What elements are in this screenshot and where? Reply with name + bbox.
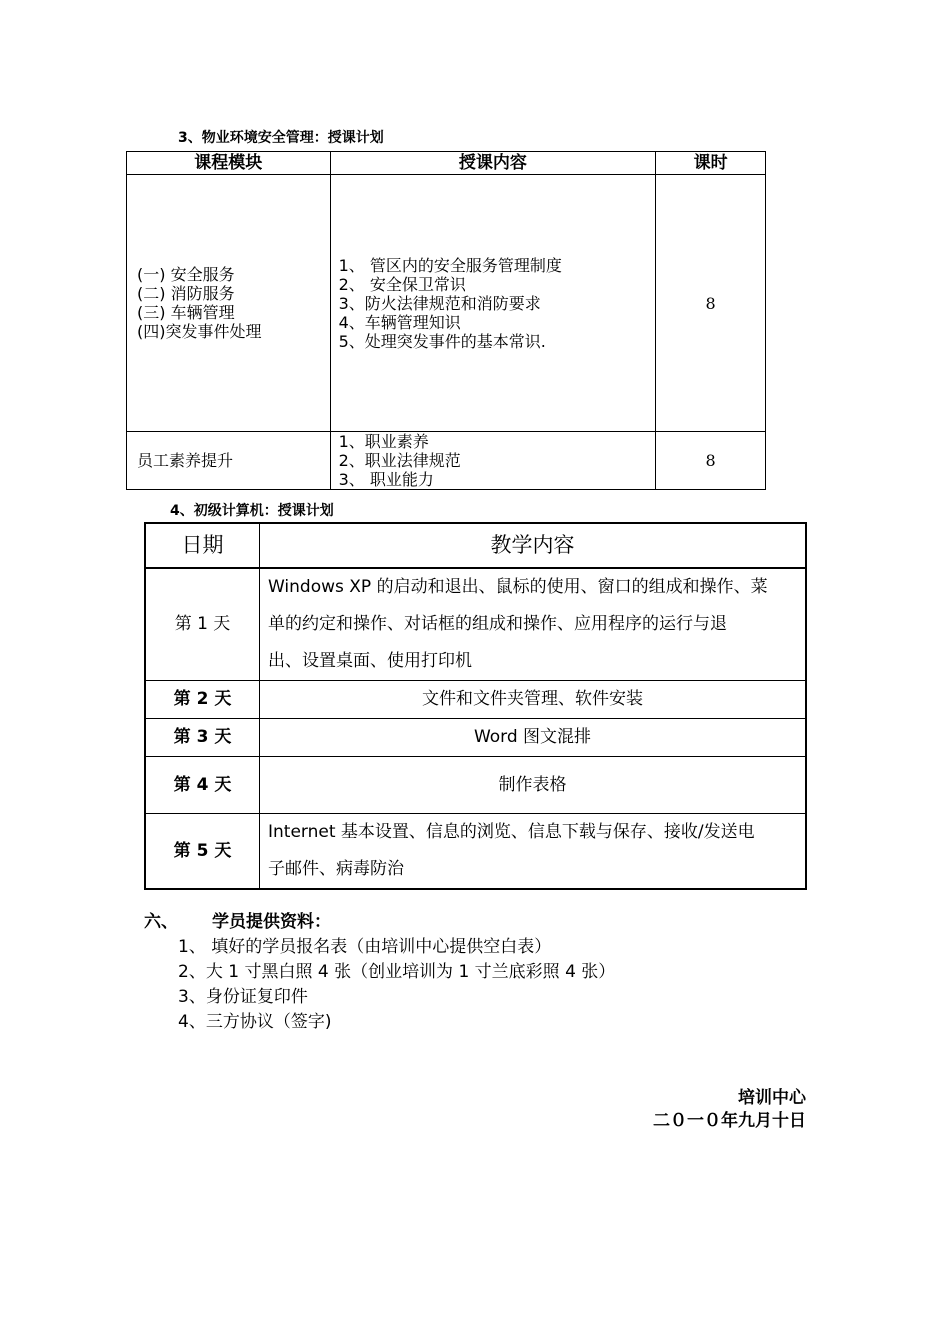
- header-content: 授课内容: [330, 152, 656, 175]
- content-line: 单的约定和操作、对话框的组成和操作、应用程序的运行与退: [268, 614, 727, 634]
- day-cell: 第 3 天: [145, 719, 260, 757]
- hours-cell: 8: [656, 432, 766, 490]
- signature-org: 培训中心: [738, 1088, 806, 1108]
- table-row: [127, 175, 766, 432]
- table-header-row: [127, 152, 766, 175]
- content-cell: Word 图文混排: [260, 719, 807, 757]
- table-header-row: [145, 523, 806, 568]
- section3-title: 3、物业环境安全管理：授课计划: [178, 130, 384, 146]
- content-line: Internet 基本设置、信息的浏览、信息下载与保存、接收/发送电: [268, 822, 755, 842]
- table-row: [145, 814, 806, 890]
- module-line: (四)突发事件处理: [137, 322, 262, 341]
- day-cell: 第 5 天: [145, 814, 260, 890]
- header-module: 课程模块: [127, 152, 331, 175]
- module-cell: [127, 175, 331, 432]
- content-line: Windows XP 的启动和退出、鼠标的使用、窗口的组成和操作、菜: [268, 577, 768, 597]
- computer-plan-table: [144, 522, 807, 890]
- content-line: 子邮件、病毒防治: [268, 859, 404, 879]
- content-line: 2、职业法律规范: [338, 451, 461, 470]
- content-line: 1、职业素养: [338, 432, 429, 451]
- table-row: [145, 757, 806, 814]
- header-hours: 课时: [656, 152, 766, 175]
- module-cell: [127, 432, 331, 490]
- list-item: 2、大 1 寸黑白照 4 张（创业培训为 1 寸兰底彩照 4 张）: [178, 962, 616, 982]
- section4-title: 4、初级计算机：授课计划: [170, 503, 334, 519]
- content-cell: [330, 432, 656, 490]
- list-item: 4、三方协议（签字): [178, 1012, 332, 1032]
- content-cell: [260, 568, 807, 681]
- course-plan-table: [126, 151, 766, 490]
- module-line: 员工素养提升: [137, 451, 234, 470]
- header-teaching-content: 教学内容: [260, 523, 807, 568]
- module-line: (一) 安全服务: [137, 265, 235, 284]
- day-cell: 第 4 天: [145, 757, 260, 814]
- header-date: 日期: [145, 523, 260, 568]
- content-cell: [260, 814, 807, 890]
- content-cell: 制作表格: [260, 757, 807, 814]
- content-line: 2、 安全保卫常识: [338, 274, 466, 294]
- content-line: 3、 职业能力: [338, 470, 434, 489]
- signature-date: 二０一０年九月十日: [653, 1111, 806, 1131]
- list-item: 1、 填好的学员报名表（由培训中心提供空白表）: [178, 937, 552, 957]
- table-row: [145, 681, 806, 719]
- content-line: 3、防火法律规范和消防要求: [338, 293, 541, 313]
- table-row: [127, 432, 766, 490]
- content-line: 5、处理突发事件的基本常识.: [338, 331, 546, 351]
- list-item: 3、身份证复印件: [178, 987, 308, 1007]
- content-cell: 文件和文件夹管理、软件安装: [260, 681, 807, 719]
- day-cell: 第 1 天: [145, 568, 260, 681]
- table-row: [145, 719, 806, 757]
- section6-heading-number: 六、: [144, 912, 178, 932]
- content-line: 出、设置桌面、使用打印机: [268, 651, 472, 671]
- content-line: 1、 管区内的安全服务管理制度: [338, 255, 562, 275]
- table-row: [145, 568, 806, 681]
- module-line: (二) 消防服务: [137, 284, 235, 303]
- day-cell: 第 2 天: [145, 681, 260, 719]
- hours-cell: 8: [656, 175, 766, 432]
- module-line: (三) 车辆管理: [137, 303, 235, 322]
- section6-heading: 学员提供资料：: [212, 912, 331, 932]
- content-cell: [330, 175, 656, 432]
- content-line: 4、车辆管理知识: [338, 312, 461, 332]
